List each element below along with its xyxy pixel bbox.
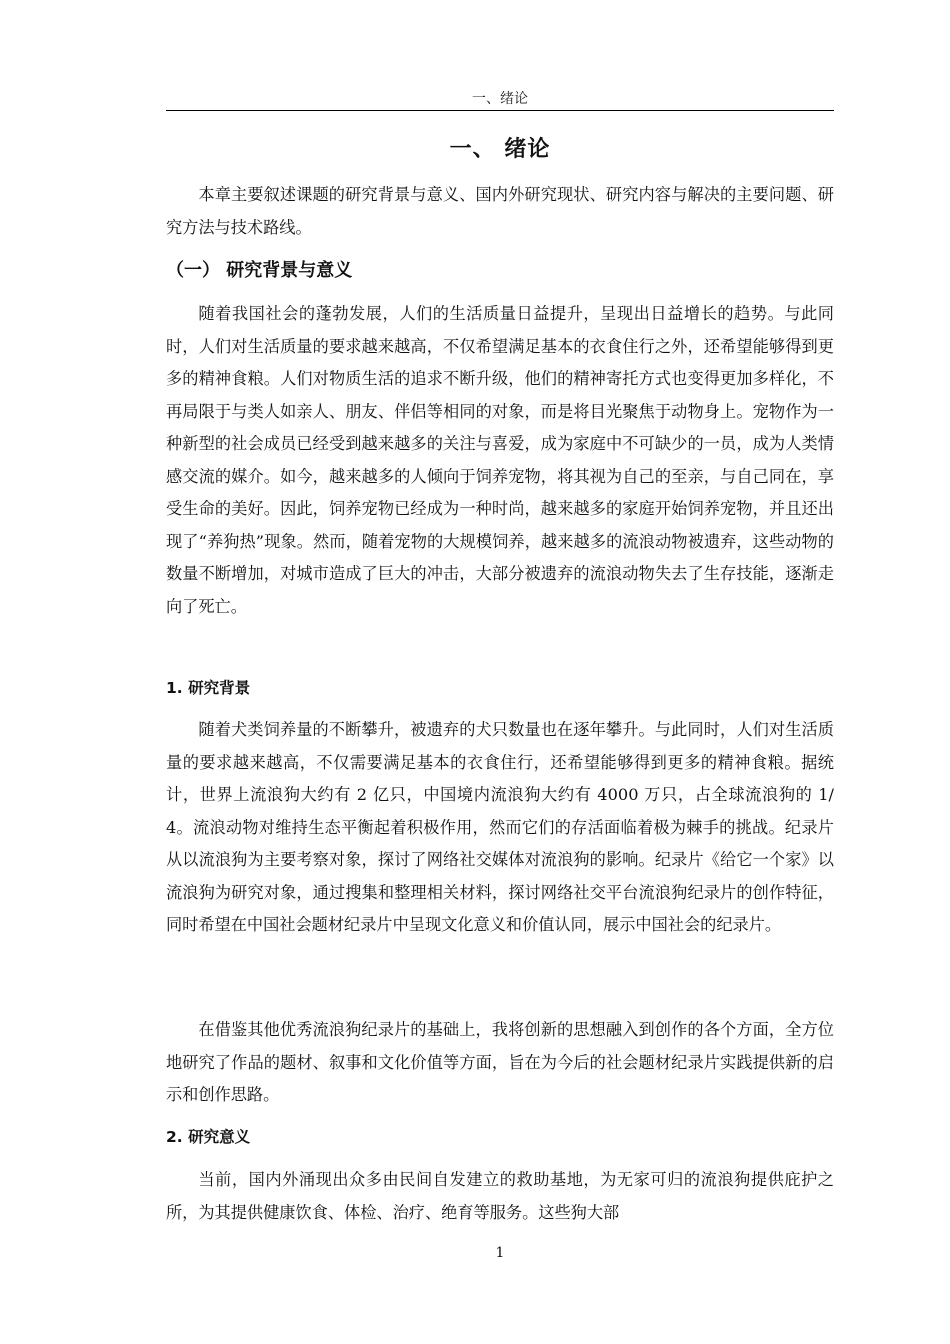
chapter-intro-paragraph: 本章主要叙述课题的研究背景与意义、国内外研究现状、研究内容与解决的主要问题、研究方法与技术路线。 xyxy=(166,185,834,237)
research-background-paragraph-2: 在借鉴其他优秀流浪狗纪录片的基础上，我将创新的思想融入到创作的各个方面，全方位地研究了作品的题材、叙事和文化价值等方面，旨在为今后的社会题材纪录片实践提供新的启示和创作思路。 xyxy=(166,1020,834,1104)
research-significance-paragraph: 当前，国内外涌现出众多由民间自发建立的救助基地，为无家可归的流浪狗提供庇护之所，为其提供健康饮食、体检、治疗、绝育等服务。这些狗大部 xyxy=(166,1170,834,1222)
section-title-background-significance: （一） 研究背景与意义 xyxy=(166,260,353,281)
chapter-title: 一、 绪论 xyxy=(449,137,551,162)
subsection-title-research-background: 1. 研究背景 xyxy=(166,679,251,697)
running-header: 一、绪论 xyxy=(472,91,528,107)
subsection-title-research-significance: 2. 研究意义 xyxy=(166,1128,251,1146)
header-divider xyxy=(166,110,834,111)
page-number: 1 xyxy=(495,1245,505,1261)
section-background-paragraph: 随着我国社会的蓬勃发展，人们的生活质量日益提升，呈现出日益增长的趋势。与此同时，人们对生活质量的要求越来越高，不仅希望满足基本的衣食住行之外，还希望能够得到更多的精神食粮。人们对物质生活的追求不断升级，他们的精神寄托方式也变得更加多样化，不再局限于与类人如亲人、朋友、伴侣等相同的对象，而是将目光聚焦于动物身上。宠物作为一种新型的社会成员已经受到越来越多的关注与喜爱，成为家庭中不可缺少的一员，成为人类情感交流的媒介。如今，越来越多的人倾向于饲养宠物，将其视为自己的至亲，与自己同在，享受生命的美好。因此，饲养宠物已经成为一种时尚，越来越多的家庭开始饲养宠物，并且还出现了“养狗热”现象。然而，随着宠物的大规模饲养，越来越多的流浪动物被遗弃，这些动物的数量不断增加，对城市造成了巨大的冲击，大部分被遗弃的流浪动物失去了生存技能，逐渐走向了死亡。 xyxy=(166,304,834,616)
research-background-paragraph-1: 随着犬类饲养量的不断攀升，被遗弃的犬只数量也在逐年攀升。与此同时，人们对生活质量的要求越来越高，不仅需要满足基本的衣食住行，还希望能够得到更多的精神食粮。据统计，世界上流浪狗大约有 2 亿只，中国境内流浪狗大约有 4000 万只，占全球流浪狗的 1/4。流浪动物对维持生态平衡起着积极作用，然而它们的存活面临着极为棘手的挑战。纪录片从以流浪狗为主要考察对象，探讨了网络社交媒体对流浪狗的影响。纪录片《给它一个家》以流浪狗为研究对象，通过搜集和整理相关材料，探讨网络社交平台流浪狗纪录片的创作特征，同时希望在中国社会题材纪录片中呈现文化意义和价值认同，展示中国社会的纪录片。 xyxy=(166,720,834,934)
